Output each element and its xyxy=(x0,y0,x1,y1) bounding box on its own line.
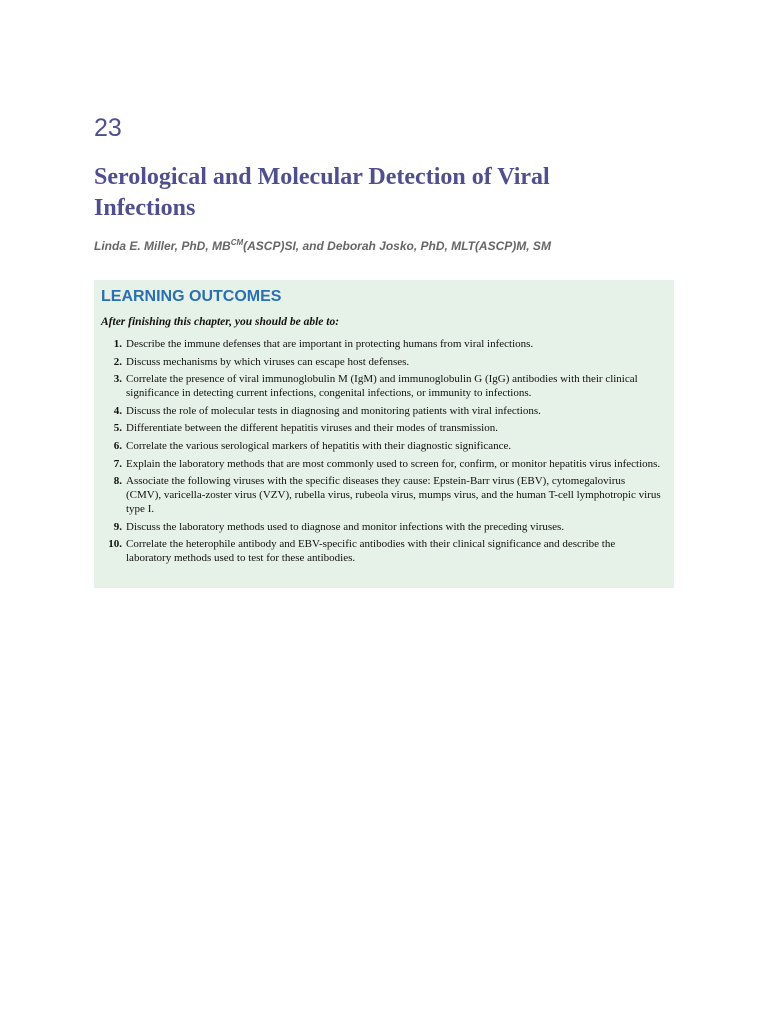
outcome-text: Discuss mechanisms by which viruses can escape host defenses. xyxy=(126,355,410,368)
outcome-item xyxy=(101,421,662,435)
outcome-number: 9. xyxy=(113,520,122,533)
outcome-text: Correlate the heterophile antibody and EBV-specific antibodies with their clinical significance and describe the laboratory methods used to test for these antibodies. xyxy=(126,538,616,565)
outcome-item xyxy=(101,474,662,516)
learning-outcomes-intro: After finishing this chapter, you should be able to: xyxy=(101,316,340,328)
outcome-item xyxy=(101,439,662,453)
authors-part1: Linda E. Miller, PhD, MB xyxy=(94,239,231,253)
learning-outcomes-heading: LEARNING OUTCOMES xyxy=(101,288,282,305)
outcome-text: Explain the laboratory methods that are most commonly used to screen for, confirm, or monitor hepatitis virus infections. xyxy=(126,457,661,470)
authors xyxy=(94,238,551,253)
outcome-text: Discuss the laboratory methods used to diagnose and monitor infections with the preceding viruses. xyxy=(126,520,565,533)
learning-outcomes-list xyxy=(101,337,662,565)
outcome-number: 2. xyxy=(113,355,122,368)
authors-part2: (ASCP)SI, and Deborah Josko, PhD, MLT(ASCP)M, SM xyxy=(243,239,551,253)
outcome-item xyxy=(101,537,662,565)
outcome-item xyxy=(101,457,662,471)
outcome-number: 8. xyxy=(113,475,122,488)
outcome-text: Differentiate between the different hepatitis viruses and their modes of transmission. xyxy=(126,422,498,435)
outcome-item xyxy=(101,404,662,418)
outcome-text: Correlate the presence of viral immunoglobulin M (IgM) and immunoglobulin G (IgG) antibodies with their clinical significance in detecting current infections, congenital infections, or immunity to infections. xyxy=(126,373,638,400)
outcome-item xyxy=(101,355,662,369)
chapter-number: 23 xyxy=(94,114,122,142)
outcome-number: 10. xyxy=(108,538,122,551)
outcome-item xyxy=(101,372,662,400)
authors-superscript: CM xyxy=(230,238,244,247)
outcome-number: 3. xyxy=(113,373,122,386)
outcome-text: Describe the immune defenses that are important in protecting humans from viral infections. xyxy=(126,338,534,350)
outcome-item xyxy=(101,337,662,351)
learning-outcomes-box xyxy=(94,280,674,588)
outcome-number: 5. xyxy=(113,422,122,435)
outcome-number: 4. xyxy=(113,404,122,417)
outcome-number: 1. xyxy=(113,338,122,350)
chapter-title: Serological and Molecular Detection of Viral Infections xyxy=(94,164,550,221)
outcome-text: Associate the following viruses with the specific diseases they cause: Epstein-Barr virus (EBV), cytomegalovirus (CMV), varicella-zoster virus (VZV), rubella virus, rubeola virus, mumps virus, and the human T-cell lymphotropic virus type I. xyxy=(126,475,661,516)
outcome-text: Discuss the role of molecular tests in diagnosing and monitoring patients with viral infections. xyxy=(126,404,541,417)
outcome-number: 6. xyxy=(113,439,122,452)
outcome-item xyxy=(101,520,662,534)
outcome-text: Correlate the various serological markers of hepatitis with their diagnostic significance. xyxy=(126,439,512,452)
outcome-number: 7. xyxy=(113,457,122,470)
